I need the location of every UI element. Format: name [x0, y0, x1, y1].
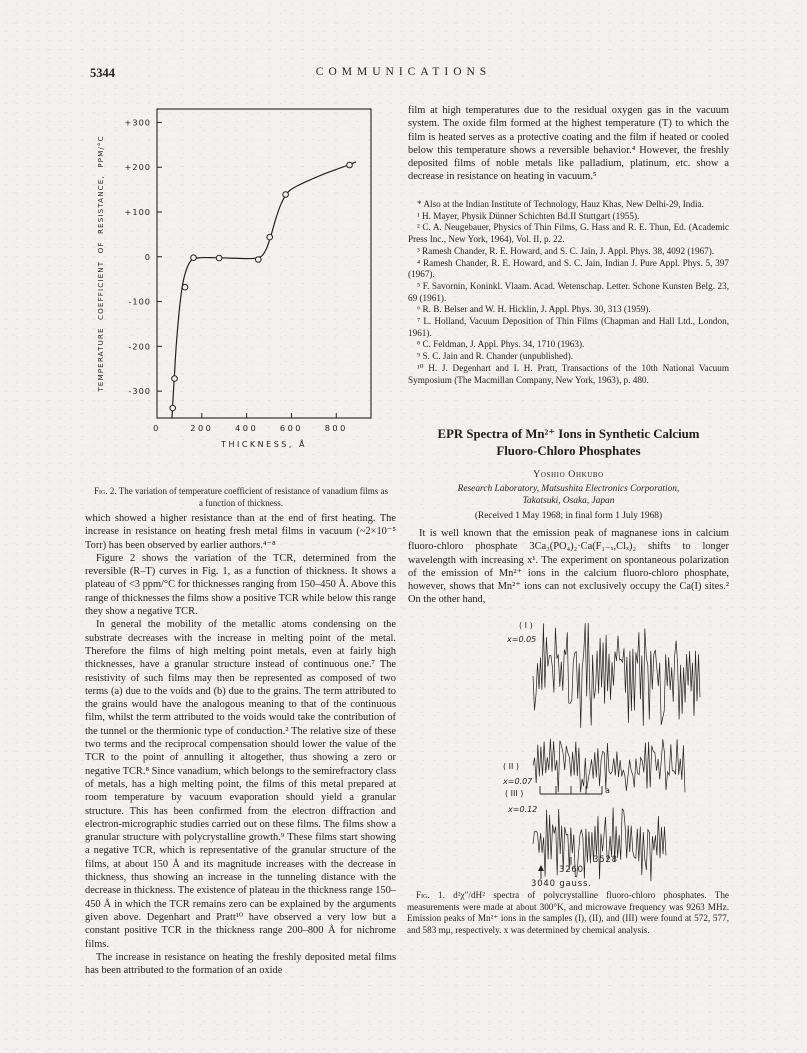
fig2-caption-text: The variation of temperature coefficient of resistance of vanadium films as a function of thickness.: [118, 486, 388, 508]
right-column-paragraph-block: [408, 104, 729, 184]
trace3-x-value: x=0.12: [508, 805, 538, 814]
footnote-item: ¹ H. Mayer, Physik Dünner Schichten Bd.II Stuttgart (1955).: [417, 210, 640, 221]
trace3-label: ( III ): [505, 789, 524, 798]
article-title-line2: Fluoro-Chloro Phosphates: [496, 444, 641, 458]
svg-text:0: 0: [144, 251, 151, 262]
svg-text:+300: +300: [124, 117, 151, 128]
svg-text:800: 800: [324, 423, 348, 433]
footnote-item: ⁸ C. Feldman, J. Appl. Phys. 34, 1710 (1963).: [417, 339, 585, 350]
affiliation-line1: Research Laboratory, Matsushita Electronics Corporation,: [457, 484, 680, 494]
fig2-caption-label: Fig. 2.: [94, 486, 117, 496]
svg-text:TEMPERATURE COEFFICIENT OF RES: TEMPERATURE COEFFICIENT OF RESISTANCE, PPM/°C: [96, 135, 105, 392]
footnote-item: ⁶ R. B. Belser and W. H. Hicklin, J. Appl. Phys. 30, 313 (1959).: [417, 304, 651, 315]
footnote-item: * Also at the Indian Institute of Technology, Hauz Khas, New Delhi-29, India.: [417, 199, 704, 209]
paragraph: The increase in resistance on heating the freshly deposited metal films has been attributed to the formation of an oxide: [85, 951, 396, 977]
article-body-block: [408, 527, 729, 607]
footnote-item: ³ Ramesh Chander, R. E. Howard, and S. C. Jain, J. Appl. Phys. 38, 4092 (1967).: [417, 245, 715, 256]
svg-text:0: 0: [153, 423, 161, 433]
fig2-chart: [85, 104, 396, 470]
paragraph: Figure 2 shows the variation of the TCR, determined from the reversible (R–T) curves in Fig. 1, as a function of thickness. It shows a plateau of <3 ppm/°C for thicknesses ranging from 150–450 Å. Above this range of thicknesses the films show a positive TCR while below this range they show a negative TCR.: [85, 552, 396, 618]
svg-text:-100: -100: [128, 296, 151, 307]
paragraph: In general the mobility of the metallic atoms condensing on the substrate decreases with the increase in melting point of the metal. Therefore the films of high melting point metals, even at fairly high thicknesses, have a granular structure instead of continuous one.⁷ The resistivity of such films may then be represented as composed of two terms (a) due to the voids and (b) due to the grains. The term attributed to the grains would have the analogous meaning to that of the continuous film, whilst the term attributed to the voids would take the contribution of the tunnel or the thermionic type of conduction.² The relative size of these two terms and the reciprocal compensation should lower the value of the TCR to the point of annulling it altogether, thus showing a zero or negative TCR.⁸ Since vanadium, which belongs to the semirefractory class of metals, has a high melting point, the films of this metal prepared at room temperature by vacuum evaporation should yield a granular structure. This has been confirmed from the electron diffraction and electron-micrographic studies carried out on these films. The films show a granular structure with polycrystalline growth.⁹ These films start showing a negative TCR, which is representative of the granular structure of the films, at about 150 Å and its magnitude increases with the decrease in thickness, thus showing an increase in the tunneling distance with the decrease in thickness. The existence of plateau in the thickness range 150–450 Å in which the TCR remains zero can be explained by the arguments given above. Degenhart and Pratt¹⁰ have observed a very low but a constant positive TCR in the thickness range 200–800 Å for nichrome films.: [85, 619, 396, 950]
field-annotation-3260: 3260: [559, 865, 584, 875]
svg-text:-200: -200: [128, 341, 151, 352]
paragraph: which showed a higher resistance than at the end of first heating. The increase in resistance on heating fresh metal films in vacuum (~2×10⁻⁵ Torr) has been observed by earlier authors.⁴⁻⁸: [85, 513, 396, 551]
svg-text:+200: +200: [124, 162, 151, 173]
trace1-x-value: x=0.05: [507, 635, 537, 644]
trace1-label: ( I ): [519, 621, 533, 630]
field-annotation-3528: 3528: [593, 855, 618, 865]
footnote-item: ⁵ F. Savornin, Koninkl. Vlaam. Acad. Wetenschap. Letter. Schone Kunsten Belg. 23, 69 (1961).: [408, 280, 729, 303]
paragraph: It is well known that the emission peak of magnanese ions in calcium fluoro-chloro phosphate 3Ca₃(PO₄)₂·Ca(F₁₋ₓ,Clₓ)₂ shifts to longer wavelength with increasing x¹. The experiment on spontaneous polarization of the emission of Mn²⁺ ions in the calcium fluoro-chloro phosphate, however, shows that Mn²⁺ ions can not exclusively occupy the Ca(I) sites.² On the other hand,: [408, 528, 729, 606]
fig1-epr-figure: [495, 618, 727, 890]
fig1-caption-label: Fig. 1.: [416, 890, 445, 900]
article-title: [408, 426, 729, 460]
fig1-caption: [407, 890, 729, 936]
fig1-caption-text: d²χ″/dH² spectra of polycrystalline fluoro-chloro phosphates. The measurements were made at about 300°K, and microwave frequency was 9263 MHz. Emission peaks of Mn²⁺ ions in the samples (I), (II), and (III) were found at 572, 577, and 583 mμ, respectively. x was determined by chemical analysis.: [407, 890, 729, 935]
footnote-item: ⁷ L. Holland, Vacuum Deposition of Thin Films (Chapman and Hall Ltd., London, 1961).: [408, 316, 729, 338]
epr-traces-drawing: [495, 618, 727, 890]
bracket-a-label: a: [605, 786, 610, 795]
page-number: 5344: [90, 66, 115, 80]
svg-text:+100: +100: [124, 207, 151, 217]
svg-text:400: 400: [235, 423, 259, 433]
svg-text:200: 200: [190, 423, 214, 433]
svg-text:THICKNESS, Å: THICKNESS, Å: [221, 440, 307, 449]
left-column-body: [85, 512, 396, 977]
field-annotation-3040-gauss: 3040 gauss.: [531, 879, 592, 889]
paragraph: film at high temperatures due to the residual oxygen gas in the vacuum system. The oxide film formed at the highest temperature (T) to which the film is heated serves as a protective coating and the film if heated or cooled below this temperature shows a reversible behavior.⁴ However, the freshly deposited films of noble metals like palladium, platinum, etc. show a decrease in resistance on heating in vacuum.⁵: [408, 105, 729, 183]
running-head: COMMUNICATIONS: [315, 66, 492, 78]
article-header: [408, 426, 729, 521]
footnote-item: ¹⁰ H. J. Degenhart and I. H. Pratt, Transactions of the 10th National Vacuum Symposium (The Macmillan Company, New York, 1963), p. 480.: [408, 362, 729, 385]
article-received: (Received 1 May 1968; in final form 1 July 1968): [474, 511, 663, 521]
footnote-item: ⁹ S. C. Jain and R. Chander (unpublished).: [417, 351, 574, 362]
footnote-item: ⁴ Ramesh Chander, R. E. Howard, and S. C. Jain, Indian J. Pure Appl. Phys. 5, 397 (1967).: [408, 257, 729, 280]
trace2-x-value: x=0.07: [503, 777, 533, 786]
footnote-list: [408, 199, 729, 386]
fig2-caption: [93, 486, 389, 509]
article-title-line1: EPR Spectra of Mn²⁺ Ions in Synthetic Calcium: [437, 427, 700, 441]
article-author: Yoshio Ohkubo: [533, 469, 604, 480]
article-affiliation: [408, 484, 729, 507]
footnote-item: ² C. A. Neugebauer, Physics of Thin Films, G. Hass and R. E. Thun, Ed. (Academic Press Inc., New York, 1964), Vol. II, p. 22.: [408, 222, 729, 245]
svg-text:600: 600: [279, 423, 304, 433]
svg-text:-300: -300: [128, 386, 151, 397]
affiliation-line2: Takatsuki, Osaka, Japan: [522, 495, 615, 506]
trace2-label: ( II ): [503, 762, 520, 771]
